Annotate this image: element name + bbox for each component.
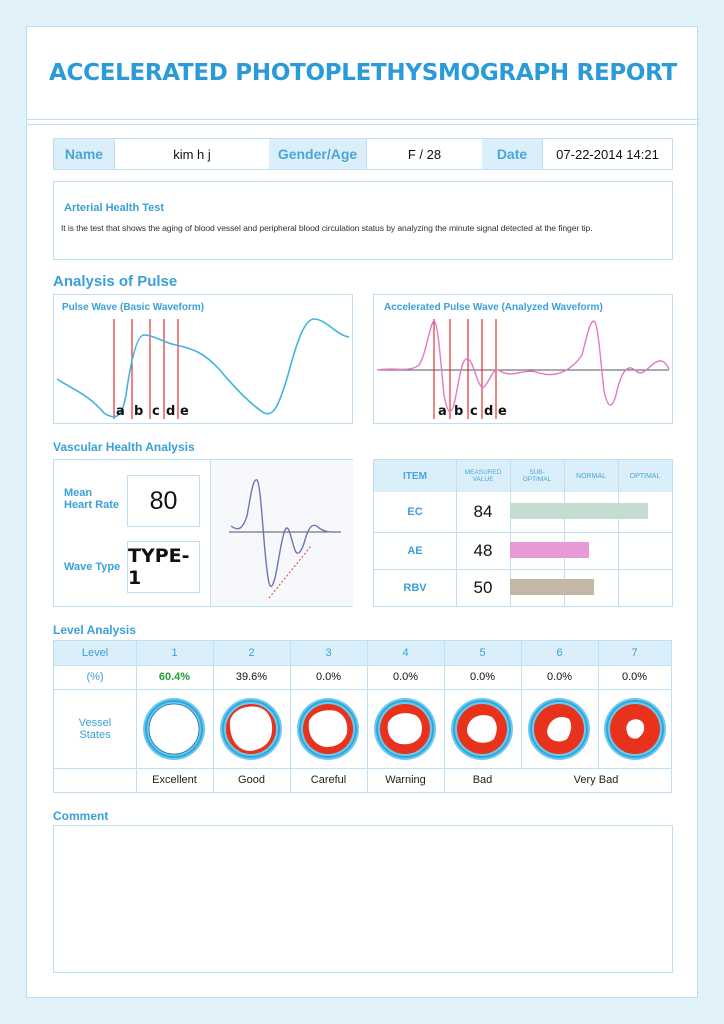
patient-info-row <box>53 138 673 170</box>
wave-type-value-box <box>127 541 200 593</box>
accel-marker-e: e <box>498 404 507 419</box>
level-3: 3 <box>325 647 332 659</box>
level-7: 7 <box>631 647 638 659</box>
wave-type-wave <box>231 480 335 587</box>
comment-box[interactable] <box>53 825 673 973</box>
state-excellent: Excellent <box>152 774 197 786</box>
basic-waveform-panel <box>53 294 353 424</box>
measured-header <box>456 460 510 492</box>
basic-pulse-wave <box>57 319 349 417</box>
level-1: 1 <box>171 647 178 659</box>
wave-type-value: TYPE-1 <box>128 545 190 589</box>
heart-rate-value: 80 <box>149 486 178 515</box>
pulse-section-title: Analysis of Pulse <box>53 273 178 290</box>
pct-level-7: 0.0% <box>621 671 648 683</box>
vessel-states-label <box>54 689 136 768</box>
basic-marker-a: a <box>116 404 125 419</box>
wave-type-trend-line <box>269 546 311 598</box>
normal-header: NORMAL <box>576 472 606 480</box>
accel-marker-a: a <box>438 404 447 419</box>
basic-marker-e: e <box>180 404 189 419</box>
measured-header-line1: MEASURED <box>464 469 502 476</box>
pct-level-5: 0.0% <box>469 671 496 683</box>
vessel-states-label-line1: Vessel <box>78 716 112 729</box>
wave-type-label: Wave Type <box>64 561 121 573</box>
vessel-icon-6 <box>528 698 590 760</box>
vessel-states-label-line2: States <box>79 728 111 741</box>
level-analysis-table <box>53 640 672 793</box>
date-value: 07-22-2014 14:21 <box>542 139 672 169</box>
item-value-ae: 48 <box>473 540 493 560</box>
state-careful: Careful <box>310 774 347 786</box>
level-section-title: Level Analysis <box>53 623 136 637</box>
title-divider <box>27 119 699 120</box>
date-label: Date <box>482 139 542 169</box>
gender-age-label: Gender/Age <box>269 139 366 169</box>
wave-type-graph-area <box>210 460 353 606</box>
intro-heading: Arterial Health Test <box>64 202 165 214</box>
item-value-ec: 84 <box>473 502 493 521</box>
pct-level-1: 60.4% <box>158 671 191 683</box>
level-6: 6 <box>556 647 563 659</box>
item-name-rbv: RBV <box>403 581 427 594</box>
heart-rate-label-line1: Mean <box>64 487 93 499</box>
pct-level-2: 39.6% <box>235 671 268 683</box>
sub-optimal-header-line1: SUB- <box>529 469 545 476</box>
vessel-icon-4 <box>374 698 436 760</box>
report-title: ACCELERATED PHOTOPLETHYSMOGRAPH REPORT <box>49 60 677 86</box>
accel-marker-b: b <box>454 404 464 419</box>
sub-optimal-header-line2: OPTIMAL <box>522 476 552 483</box>
accel-marker-c: c <box>470 404 478 419</box>
basic-waveform-title: Pulse Wave (Basic Waveform) <box>62 302 205 313</box>
item-header: ITEM <box>403 470 427 482</box>
vascular-items-table <box>373 459 673 607</box>
item-bar-ec <box>510 503 648 519</box>
comment-section-title: Comment <box>53 809 109 823</box>
accelerated-waveform-title: Accelerated Pulse Wave (Analyzed Waveform) <box>384 302 603 313</box>
intro-box <box>53 181 673 260</box>
vessel-icon-7 <box>604 698 666 760</box>
basic-waveform-chart <box>54 295 352 423</box>
gender-age-value: F / 28 <box>366 139 482 169</box>
state-very-bad: Very Bad <box>573 774 619 786</box>
pct-label: (%) <box>86 671 104 683</box>
title-divider-2 <box>27 124 699 125</box>
accelerated-waveform-chart <box>374 295 672 423</box>
vessel-icon-3 <box>297 698 359 760</box>
name-value: kim h j <box>114 139 269 169</box>
pct-level-3: 0.0% <box>315 671 342 683</box>
state-good: Good <box>238 774 265 786</box>
level-2: 2 <box>248 647 255 659</box>
basic-marker-c: c <box>152 404 160 419</box>
basic-marker-d: d <box>166 404 176 419</box>
vessel-icon-2 <box>220 698 282 760</box>
vascular-section-title: Vascular Health Analysis <box>53 440 195 454</box>
state-bad: Bad <box>472 774 493 786</box>
pct-level-4: 0.0% <box>392 671 419 683</box>
heart-rate-label <box>64 487 119 511</box>
vessel-states-icons <box>136 689 676 768</box>
name-label: Name <box>54 139 114 169</box>
item-bar-ae <box>510 542 589 558</box>
vessel-icon-1 <box>143 698 205 760</box>
vessel-icon-5 <box>451 698 513 760</box>
level-label: Level <box>81 647 109 659</box>
optimal-header: OPTIMAL <box>629 472 661 480</box>
accel-pulse-wave <box>377 321 669 412</box>
item-value-rbv: 50 <box>473 577 493 597</box>
accel-marker-d: d <box>484 404 494 419</box>
state-warning: Warning <box>385 774 426 786</box>
heart-rate-label-line2: Heart Rate <box>64 499 120 511</box>
item-name-ae: AE <box>407 544 423 557</box>
heart-rate-value-box <box>127 475 200 527</box>
measured-header-line2: VALUE <box>472 476 494 483</box>
sub-optimal-header <box>510 460 564 492</box>
accelerated-waveform-panel <box>373 294 673 424</box>
report-page <box>26 26 698 998</box>
basic-marker-b: b <box>134 404 144 419</box>
pct-level-6: 0.0% <box>546 671 573 683</box>
level-4: 4 <box>402 647 409 659</box>
wave-type-graph <box>211 460 353 606</box>
item-name-ec: EC <box>407 506 423 518</box>
vascular-left-panel <box>53 459 353 607</box>
item-bar-rbv <box>510 579 594 595</box>
intro-text: It is the test that shows the aging of blood vessel and peripheral blood circulation status by analyzing the minute signal detected at the finger tip. <box>61 223 593 233</box>
level-5: 5 <box>479 647 486 659</box>
